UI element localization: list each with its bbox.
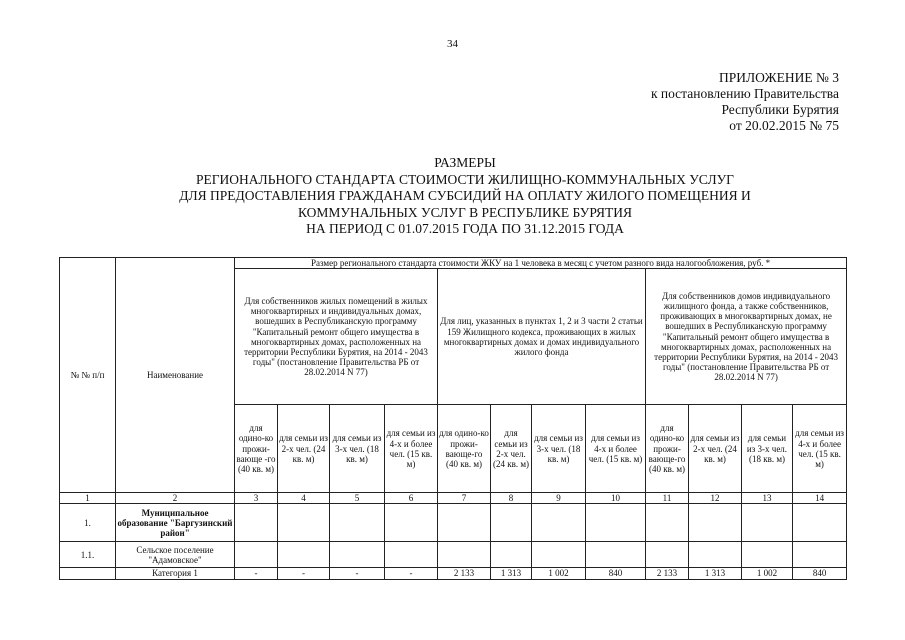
sub-header: для одино-ко прожи-вающе-го (40 кв. м) bbox=[438, 405, 491, 493]
value-cell: 2 133 bbox=[646, 568, 689, 579]
column-number: 12 bbox=[689, 493, 742, 504]
value-cell: 1 313 bbox=[689, 568, 742, 579]
col-header-number: № № п/п bbox=[60, 258, 116, 493]
row-number bbox=[60, 568, 116, 579]
column-number: 10 bbox=[586, 493, 646, 504]
table-row bbox=[60, 504, 847, 542]
column-number: 5 bbox=[330, 493, 385, 504]
value-cell: 1 002 bbox=[742, 568, 793, 579]
table-row bbox=[60, 568, 847, 579]
column-number: 6 bbox=[385, 493, 438, 504]
appendix-block bbox=[651, 70, 839, 134]
value-cell: 840 bbox=[586, 568, 646, 579]
group-header-1: Для собственников жилых помещений в жилых многоквартирных и индивидуальных домах, вошедших в Республиканскую программу "Капитальный ремонт общего имущества в многоквартирных домах, расположенных на территории Республики Бурятия, на 2014 - 2043 годы" (постановление Правительства РБ от 28.02.2014 N 77) bbox=[235, 269, 438, 405]
sub-header: для семьи из 4-х и более чел. (15 кв. м) bbox=[586, 405, 646, 493]
sub-header: для семьи из 4-х и более чел. (15 кв. м) bbox=[793, 405, 847, 493]
title-line-2: РЕГИОНАЛЬНОГО СТАНДАРТА СТОИМОСТИ ЖИЛИЩНО-КОММУНАЛЬНЫХ УСЛУГ bbox=[196, 171, 734, 187]
row-name: Муниципальное образование "Баргузинский район" bbox=[116, 504, 235, 542]
value-cell: - bbox=[330, 568, 385, 579]
value-cell: 2 133 bbox=[438, 568, 491, 579]
row-name: Категория 1 bbox=[116, 568, 235, 579]
sub-header: для семьи из 3-х чел. (18 кв. м) bbox=[330, 405, 385, 493]
sub-header: для одино-ко прожи-вающе -го (40 кв. м) bbox=[235, 405, 278, 493]
column-number: 13 bbox=[742, 493, 793, 504]
column-number: 7 bbox=[438, 493, 491, 504]
column-number: 1 bbox=[60, 493, 116, 504]
appendix-line-2: к постановлению Правительства bbox=[650, 86, 839, 101]
value-cell: - bbox=[278, 568, 330, 579]
appendix-line-3: Республики Бурятия bbox=[721, 102, 839, 117]
page-number: 34 bbox=[447, 38, 458, 50]
value-cell: - bbox=[385, 568, 438, 579]
column-number: 11 bbox=[646, 493, 689, 504]
group-header-2: Для лиц, указанных в пунктах 1, 2 и 3 части 2 статьи 159 Жилищного кодекса, проживающих в жилых многоквартирных домах и домах индивидуального жилого фонда bbox=[438, 269, 646, 405]
column-number: 8 bbox=[491, 493, 532, 504]
column-number: 14 bbox=[793, 493, 847, 504]
title-line-3: ДЛЯ ПРЕДОСТАВЛЕНИЯ ГРАЖДАНАМ СУБСИДИЙ НА ОПЛАТУ ЖИЛОГО ПОМЕЩЕНИЯ И bbox=[179, 188, 751, 204]
title-line-4: КОММУНАЛЬНЫХ УСЛУГ В РЕСПУБЛИКЕ БУРЯТИЯ bbox=[297, 204, 633, 220]
document-title bbox=[90, 155, 840, 238]
standards-table bbox=[59, 257, 847, 580]
group-header-3: Для собственников домов индивидуального жилищного фонда, а также собственников, проживающих в многоквартирных домах, не вошедших в Республиканскую программу "Капитальный ремонт общего имущества в многоквартирных домах, расположенных на территории Республики Бурятия, на 2014 - 2043 годы" (постановление Правительства РБ от 28.02.2014 N 77) bbox=[646, 269, 847, 405]
row-name: Сельское поселение "Адамовское" bbox=[116, 542, 235, 568]
appendix-line-1: ПРИЛОЖЕНИЕ № 3 bbox=[718, 70, 839, 85]
sub-header: для семьи из 4-х и более чел. (15 кв. м) bbox=[385, 405, 438, 493]
column-number: 4 bbox=[278, 493, 330, 504]
sub-header: для семьи из 3-х чел. (18 кв. м) bbox=[532, 405, 586, 493]
value-cell: 1 002 bbox=[532, 568, 586, 579]
value-cell: 1 313 bbox=[491, 568, 532, 579]
value-cell: 840 bbox=[793, 568, 847, 579]
col-header-name: Наименование bbox=[116, 258, 235, 493]
main-header: Размер регионального стандарта стоимости ЖКУ на 1 человека в месяц с учетом разного вида налогообложения, руб. * bbox=[235, 258, 847, 269]
appendix-line-4: от 20.02.2015 № 75 bbox=[729, 118, 839, 133]
sub-header: для одино-ко прожи-вающе-го (40 кв. м) bbox=[646, 405, 689, 493]
title-line-1: РАЗМЕРЫ bbox=[434, 155, 496, 170]
table-row bbox=[60, 542, 847, 568]
column-number: 2 bbox=[116, 493, 235, 504]
column-number: 3 bbox=[235, 493, 278, 504]
sub-header: для семьи из 2-х чел. (24 кв. м) bbox=[491, 405, 532, 493]
sub-header: для семьи из 3-х чел. (18 кв. м) bbox=[742, 405, 793, 493]
row-number: 1. bbox=[60, 504, 116, 542]
title-line-5: НА ПЕРИОД С 01.07.2015 ГОДА ПО 31.12.2015 ГОДА bbox=[306, 221, 624, 237]
value-cell: - bbox=[235, 568, 278, 579]
column-number: 9 bbox=[532, 493, 586, 504]
sub-header: для семьи из 2-х чел. (24 кв. м) bbox=[689, 405, 742, 493]
row-number: 1.1. bbox=[60, 542, 116, 568]
sub-header: для семьи из 2-х чел. (24 кв. м) bbox=[278, 405, 330, 493]
